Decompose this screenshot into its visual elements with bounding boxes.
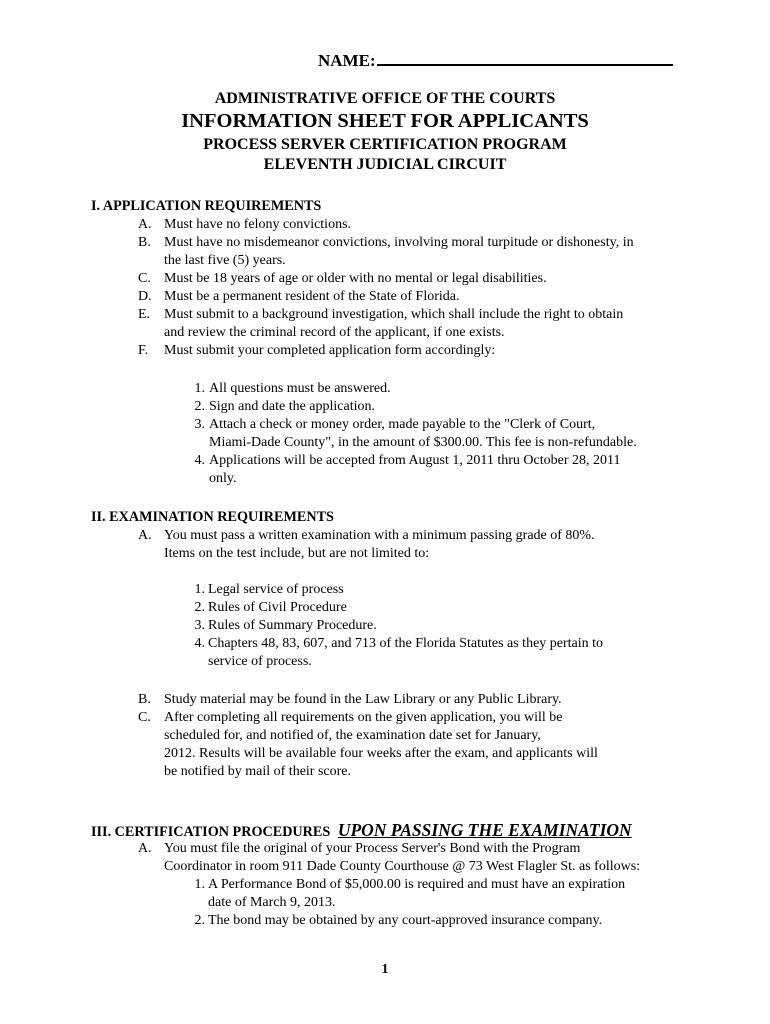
document-title: INFORMATION SHEET FOR APPLICANTS: [181, 110, 589, 132]
item-text: Coordinator in room 911 Dade County Courthouse @ 73 West Flagler St. as follows:: [164, 859, 641, 874]
item-text: Rules of Summary Procedure.: [208, 618, 377, 633]
item-letter: B.: [138, 692, 151, 707]
item-text: service of process.: [208, 654, 312, 669]
item-number: 2.: [194, 600, 205, 615]
section-2-heading: II. EXAMINATION REQUIREMENTS: [91, 509, 334, 525]
item-text: Rules of Civil Procedure: [208, 600, 347, 615]
item-number: 1.: [194, 877, 205, 892]
item-text: Study material may be found in the Law Library or any Public Library.: [164, 692, 562, 707]
item-text: be notified by mail of their score.: [164, 764, 351, 779]
item-number: 3.: [194, 618, 205, 633]
item-text: Must be 18 years of age or older with no mental or legal disabilities.: [164, 271, 547, 286]
item-text: The bond may be obtained by any court-approved insurance company.: [208, 913, 603, 928]
item-number: 2.: [194, 399, 205, 414]
section-3-heading-text: III. CERTIFICATION PROCEDURES: [91, 824, 331, 840]
item-letter: B.: [138, 235, 151, 250]
item-number: 4.: [194, 453, 205, 468]
item-letter: E.: [138, 307, 151, 322]
item-text: Miami-Dade County", in the amount of $300.00. This fee is non-refundable.: [209, 435, 637, 450]
item-letter: C.: [138, 710, 151, 725]
item-text: A Performance Bond of $5,000.00 is required and must have an expiration: [208, 877, 626, 892]
item-text: Sign and date the application.: [209, 399, 376, 414]
item-letter: D.: [138, 289, 152, 304]
program-heading: PROCESS SERVER CERTIFICATION PROGRAM: [203, 136, 567, 153]
item-number: 2.: [194, 913, 205, 928]
page-number: 1: [381, 962, 389, 977]
item-text: After completing all requirements on the given application, you will be: [164, 710, 563, 725]
item-letter: A.: [138, 217, 152, 232]
item-letter: A.: [138, 841, 152, 856]
item-text: 2012. Results will be available four weeks after the exam, and applicants will: [164, 746, 598, 761]
section-3-heading: [91, 820, 632, 841]
item-text: You must file the original of your Process Server's Bond with the Program: [164, 841, 581, 856]
item-text: Must submit to a background investigation, which shall include the right to obtain: [164, 307, 624, 322]
item-text: Legal service of process: [208, 582, 344, 597]
item-text: Attach a check or money order, made payable to the "Clerk of Court,: [209, 417, 596, 432]
section-1-heading: I. APPLICATION REQUIREMENTS: [91, 198, 322, 214]
item-letter: A.: [138, 528, 152, 543]
item-text: and review the criminal record of the applicant, if one exists.: [164, 325, 505, 340]
item-number: 1.: [194, 582, 205, 597]
item-text: Applications will be accepted from August 1, 2011 thru October 28, 2011: [209, 453, 621, 468]
item-letter: C.: [138, 271, 151, 286]
item-text: Must have no felony convictions.: [164, 217, 352, 232]
item-text: date of March 9, 2013.: [208, 895, 336, 910]
item-number: 4.: [194, 636, 205, 651]
item-number: 1.: [194, 381, 205, 396]
upon-passing-emphasis: UPON PASSING THE EXAMINATION: [337, 820, 632, 840]
item-text: You must pass a written examination with a minimum passing grade of 80%.: [164, 528, 595, 543]
item-text: Chapters 48, 83, 607, and 713 of the Florida Statutes as they pertain to: [208, 636, 604, 651]
item-text: Must have no misdemeanor convictions, involving moral turpitude or dishonesty, in: [164, 235, 634, 250]
item-text: the last five (5) years.: [164, 253, 286, 268]
item-text: scheduled for, and notified of, the examination date set for January,: [164, 728, 541, 743]
office-heading: ADMINISTRATIVE OFFICE OF THE COURTS: [214, 90, 556, 107]
name-blank[interactable]: [377, 49, 673, 66]
item-text: Must submit your completed application form accordingly:: [164, 343, 496, 358]
item-text: only.: [209, 471, 237, 486]
item-letter: F.: [138, 343, 149, 358]
item-number: 3.: [194, 417, 205, 432]
item-text: All questions must be answered.: [209, 381, 391, 396]
name-label: NAME:: [318, 51, 376, 70]
circuit-heading: ELEVENTH JUDICIAL CIRCUIT: [263, 156, 507, 173]
item-text: Must be a permanent resident of the State of Florida.: [164, 289, 460, 304]
name-field-line: [318, 49, 673, 71]
item-text: Items on the test include, but are not limited to:: [164, 546, 430, 561]
